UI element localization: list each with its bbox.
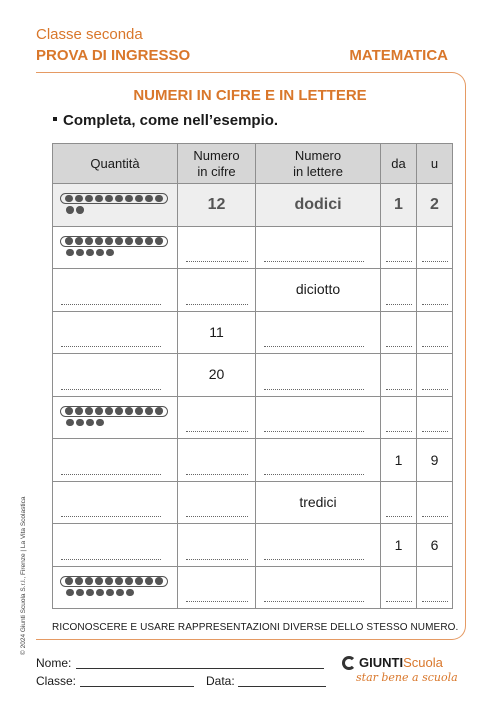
cell-u[interactable]: [417, 226, 453, 269]
cell-da: [381, 439, 417, 482]
bead-ten: [95, 195, 103, 203]
bead-ten: [85, 577, 93, 585]
cell-lettere-value: dodici: [294, 195, 342, 213]
copyright-note: © 2024 Giunti Scuola S.r.l., Firenze | La Vita Scolastica: [20, 496, 27, 655]
logo-brand: GIUNTI: [359, 655, 404, 670]
cell-quantita: [53, 226, 178, 269]
bead-ten: [145, 407, 153, 415]
header-u: u: [417, 144, 453, 184]
cell-lettere[interactable]: [256, 311, 381, 354]
cell-cifre: [178, 184, 256, 227]
cell-cifre-value: 20: [208, 366, 225, 382]
header-da: da: [381, 144, 417, 184]
bead-ten: [115, 407, 123, 415]
cell-cifre[interactable]: [178, 524, 256, 567]
exercise-table: [52, 143, 453, 609]
header-quantita: Quantità: [53, 144, 178, 184]
cell-cifre-value: 11: [209, 323, 224, 340]
bead-ten: [85, 195, 93, 203]
cell-quantita[interactable]: [53, 311, 178, 354]
cell-cifre[interactable]: [178, 566, 256, 609]
bead-ten: [95, 237, 103, 245]
cell-da[interactable]: [381, 311, 417, 354]
table-row: [53, 269, 453, 312]
header-cifre-line1: Numero: [193, 147, 240, 163]
cell-u[interactable]: [417, 354, 453, 397]
bead-unit: [106, 249, 114, 257]
answer-line[interactable]: [264, 388, 364, 390]
bead-unit: [66, 249, 74, 257]
bead-unit: [126, 589, 134, 597]
cell-da[interactable]: [381, 354, 417, 397]
answer-line[interactable]: [61, 558, 161, 560]
cell-u: [417, 184, 453, 227]
cell-quantita: [53, 396, 178, 439]
bead-ten: [105, 237, 113, 245]
bead-unit: [96, 249, 104, 257]
cell-quantita[interactable]: [53, 354, 178, 397]
cell-u-value: 2: [430, 195, 439, 213]
table-row: [53, 226, 453, 269]
bead-ten: [105, 407, 113, 415]
bead-ten: [75, 577, 83, 585]
bead-ten: [105, 577, 113, 585]
bead-ten: [65, 237, 73, 245]
bead-ten: [85, 407, 93, 415]
table-header-row: [53, 144, 453, 184]
instruction: [53, 112, 278, 129]
cell-cifre[interactable]: [178, 481, 256, 524]
bead-unit: [76, 206, 84, 214]
bead-ten: [115, 195, 123, 203]
bead-ten: [65, 577, 73, 585]
cell-quantita: [53, 184, 178, 227]
answer-line[interactable]: [422, 345, 448, 347]
cell-da: [381, 524, 417, 567]
date-field[interactable]: [238, 686, 326, 687]
cell-da: [381, 184, 417, 227]
answer-line[interactable]: [186, 303, 248, 305]
bead-unit: [86, 249, 94, 257]
cell-lettere: [256, 481, 381, 524]
table-row: [53, 311, 453, 354]
bead-abacus: [60, 193, 168, 214]
bead-ten: [135, 195, 143, 203]
cell-u[interactable]: [417, 396, 453, 439]
answer-line[interactable]: [422, 600, 448, 602]
table-row: [53, 566, 453, 609]
instruction-text: Completa, come nell’esempio.: [63, 112, 279, 129]
cell-cifre[interactable]: [178, 439, 256, 482]
table-row: [53, 354, 453, 397]
answer-line[interactable]: [422, 388, 448, 390]
bead-unit: [76, 589, 84, 597]
bead-unit: [86, 589, 94, 597]
cell-quantita: [53, 566, 178, 609]
bead-abacus: [60, 236, 168, 257]
ten-bar: [60, 576, 168, 587]
header-lettere-line2: in lettere: [293, 163, 343, 179]
cell-lettere[interactable]: [256, 396, 381, 439]
bead-ten: [105, 195, 113, 203]
bead-ten: [95, 577, 103, 585]
bead-unit: [116, 589, 124, 597]
answer-line[interactable]: [386, 303, 412, 305]
bead-ten: [95, 407, 103, 415]
bead-ten: [155, 407, 163, 415]
cell-lettere-value: tredici: [299, 493, 337, 510]
cell-u: [417, 524, 453, 567]
cell-cifre[interactable]: [178, 269, 256, 312]
cell-da[interactable]: [381, 566, 417, 609]
answer-line[interactable]: [61, 388, 161, 390]
answer-line[interactable]: [386, 430, 412, 432]
cell-da[interactable]: [381, 226, 417, 269]
answer-line[interactable]: [264, 558, 364, 560]
cell-u[interactable]: [417, 311, 453, 354]
answer-line[interactable]: [386, 515, 412, 517]
cell-da[interactable]: [381, 396, 417, 439]
bead-ten: [145, 195, 153, 203]
cell-quantita[interactable]: [53, 439, 178, 482]
answer-line[interactable]: [422, 260, 448, 262]
bead-ten: [135, 407, 143, 415]
bead-ten: [125, 237, 133, 245]
cell-lettere[interactable]: [256, 439, 381, 482]
bead-unit: [106, 589, 114, 597]
cell-da-value: 1: [394, 536, 403, 553]
answer-line[interactable]: [186, 473, 248, 475]
cell-cifre-value: 12: [207, 195, 226, 213]
ten-bar: [60, 193, 168, 204]
ten-bar: [60, 236, 168, 247]
bead-unit: [86, 419, 94, 427]
table-row: [53, 439, 453, 482]
answer-line[interactable]: [264, 430, 364, 432]
class-field-label: Classe:: [36, 674, 77, 688]
bead-unit: [96, 589, 104, 597]
answer-line[interactable]: [422, 430, 448, 432]
cell-u[interactable]: [417, 269, 453, 312]
cell-u[interactable]: [417, 481, 453, 524]
bead-unit: [66, 419, 74, 427]
cell-cifre: [178, 311, 256, 354]
header-numero-lettere: [256, 144, 381, 184]
bead-ten: [75, 407, 83, 415]
cell-u-value: 9: [430, 451, 439, 468]
cell-u-value: 6: [430, 536, 439, 553]
cell-quantita[interactable]: [53, 481, 178, 524]
bead-ten: [65, 407, 73, 415]
cell-lettere[interactable]: [256, 566, 381, 609]
bead-ten: [135, 577, 143, 585]
answer-line[interactable]: [422, 515, 448, 517]
answer-line[interactable]: [422, 303, 448, 305]
answer-line[interactable]: [386, 345, 412, 347]
bead-unit: [76, 419, 84, 427]
publisher-logo: [342, 655, 458, 684]
bead-ten: [155, 195, 163, 203]
bead-ten: [145, 577, 153, 585]
header-lettere-line1: Numero: [294, 147, 342, 163]
cell-lettere: [256, 269, 381, 312]
cell-lettere: [256, 184, 381, 227]
cell-quantita[interactable]: [53, 524, 178, 567]
bullet-icon: [53, 117, 57, 121]
bead-ten: [125, 577, 133, 585]
giunti-g-icon: [342, 656, 356, 670]
bead-unit: [66, 206, 74, 214]
bead-ten: [75, 195, 83, 203]
cell-da-value: 1: [394, 451, 403, 468]
answer-line[interactable]: [186, 260, 248, 262]
answer-line[interactable]: [264, 345, 364, 347]
bead-ten: [155, 237, 163, 245]
bead-ten: [75, 237, 83, 245]
learning-objective: RICONOSCERE E USARE RAPPRESENTAZIONI DIVERSE DELLO STESSO NUMERO.: [52, 622, 459, 633]
bead-abacus: [60, 576, 168, 597]
ten-bar: [60, 406, 168, 417]
logo-tagline: star bene a scuola: [356, 671, 458, 684]
header-cifre-line2: in cifre: [197, 163, 236, 179]
name-field[interactable]: [76, 668, 324, 669]
bead-ten: [125, 407, 133, 415]
header-numero-cifre: [178, 144, 256, 184]
answer-line[interactable]: [186, 558, 248, 560]
cell-da[interactable]: [381, 269, 417, 312]
answer-line[interactable]: [61, 345, 161, 347]
test-label: PROVA DI INGRESSO: [36, 47, 191, 64]
cell-u: [417, 439, 453, 482]
answer-line[interactable]: [186, 430, 248, 432]
answer-line[interactable]: [264, 473, 364, 475]
cell-da-value: 1: [394, 195, 403, 213]
answer-line[interactable]: [186, 600, 248, 602]
name-label: Nome:: [36, 656, 72, 670]
bead-unit: [76, 249, 84, 257]
answer-line[interactable]: [61, 303, 161, 305]
bead-ten: [125, 195, 133, 203]
cell-lettere-value: diciotto: [295, 281, 341, 297]
cell-lettere[interactable]: [256, 226, 381, 269]
answer-line[interactable]: [186, 515, 248, 517]
class-label: Classe seconda: [36, 26, 143, 43]
example-row: [53, 184, 453, 227]
answer-line[interactable]: [264, 600, 364, 602]
bead-unit: [66, 589, 74, 597]
cell-quantita[interactable]: [53, 269, 178, 312]
table-row: [53, 396, 453, 439]
bead-unit: [96, 419, 104, 427]
cell-lettere[interactable]: [256, 354, 381, 397]
logo-brand-accent: Scuola: [403, 655, 443, 670]
bead-ten: [115, 237, 123, 245]
answer-line[interactable]: [386, 600, 412, 602]
cell-cifre[interactable]: [178, 226, 256, 269]
answer-line[interactable]: [61, 515, 161, 517]
cell-cifre: [178, 354, 256, 397]
date-label: Data:: [206, 674, 235, 688]
bead-ten: [145, 237, 153, 245]
bead-ten: [65, 195, 73, 203]
cell-lettere[interactable]: [256, 524, 381, 567]
bead-ten: [155, 577, 163, 585]
bead-ten: [115, 577, 123, 585]
answer-line[interactable]: [386, 260, 412, 262]
answer-line[interactable]: [61, 473, 161, 475]
section-title: NUMERI IN CIFRE E IN LETTERE: [133, 87, 367, 104]
bead-abacus: [60, 406, 168, 427]
table-row: [53, 481, 453, 524]
cell-u[interactable]: [417, 566, 453, 609]
answer-line[interactable]: [386, 388, 412, 390]
cell-cifre[interactable]: [178, 396, 256, 439]
bead-ten: [135, 237, 143, 245]
cell-da[interactable]: [381, 481, 417, 524]
subject-label: MATEMATICA: [349, 47, 448, 64]
table-row: [53, 524, 453, 567]
answer-line[interactable]: [264, 260, 364, 262]
class-field[interactable]: [80, 686, 194, 687]
bead-ten: [85, 237, 93, 245]
